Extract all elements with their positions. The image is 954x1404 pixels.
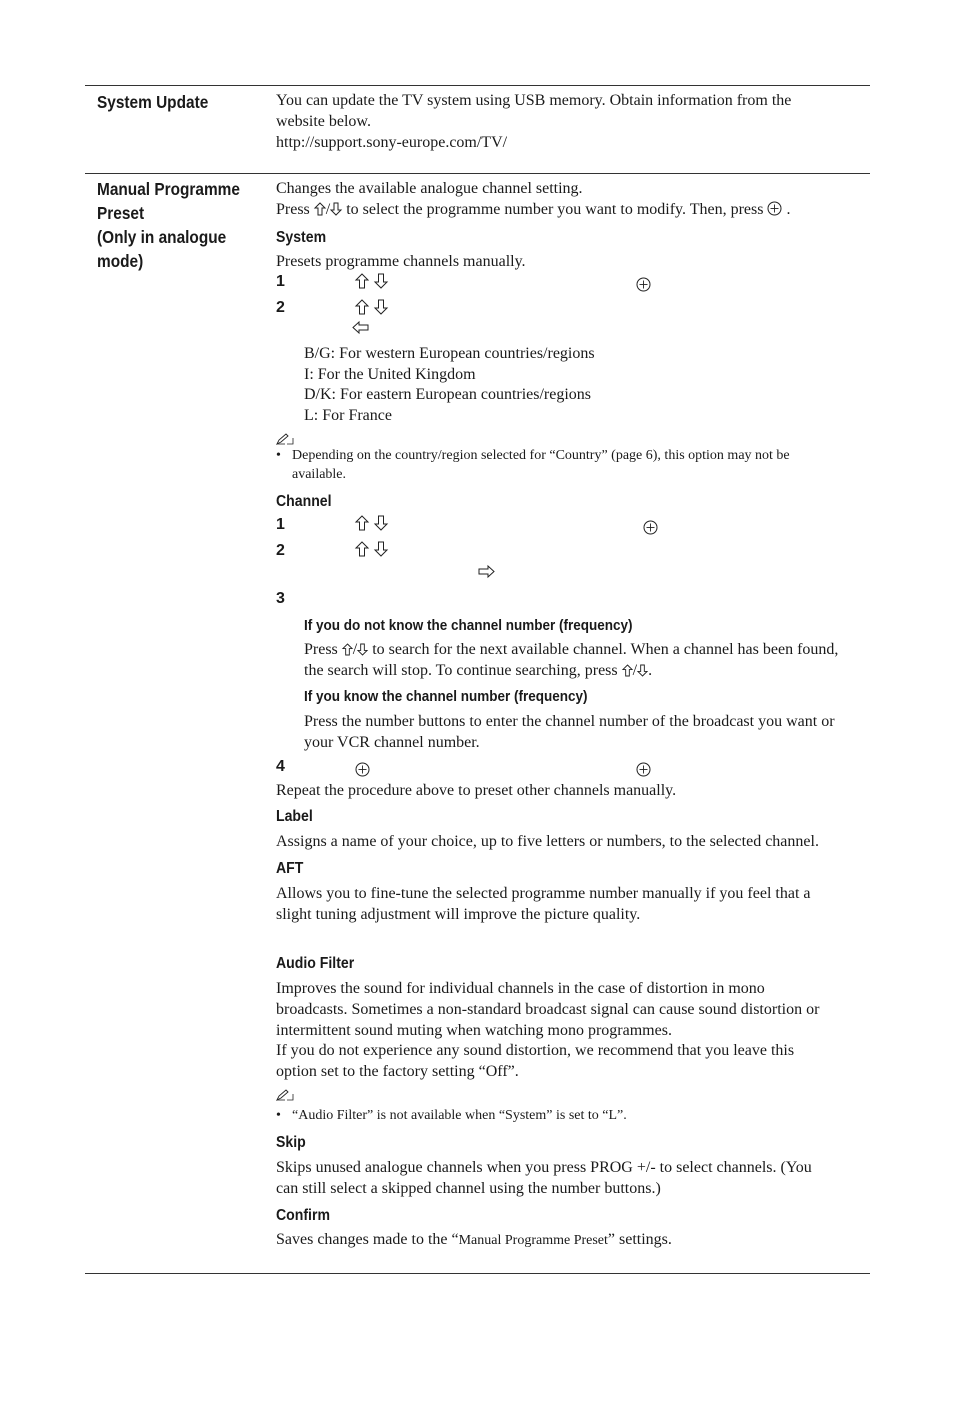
section-divider [85,173,870,174]
label-desc: Assigns a name of your choice, up to five letters or numbers, to the selected channel. [276,833,819,850]
audio-filter-line: option set to the factory setting “Off”. [276,1063,519,1080]
aft-line: Allows you to fine-tune the selected programme number manually if you feel that a [276,885,811,902]
skip-heading: Skip [276,1134,306,1151]
confirm-heading: Confirm [276,1207,330,1224]
term-line: mode) [97,251,144,271]
aft-heading: AFT [276,860,304,877]
confirm-setting-name: Manual Programme Preset [458,1233,608,1248]
confirm-suffix: ” settings. [607,1231,672,1248]
enter-button-icon [767,201,782,216]
down-arrow-icon [637,664,648,677]
manual-preset-term [97,177,247,273]
press-word: Press [304,641,338,658]
bottom-rule [85,1273,870,1274]
system-heading: System [276,229,327,246]
skip-line: Skips unused analogue channels when you press PROG +/- to select channels. (You [276,1159,812,1176]
known-channel-line: your VCR channel number. [304,734,480,751]
system-update-term: System Update [97,92,209,112]
aft-line: slight tuning adjustment will improve the picture quality. [276,906,641,923]
up-arrow-icon [355,541,369,557]
down-arrow-icon [330,202,342,216]
intro-text: Changes the available analogue channel setting. [276,180,583,197]
unknown-channel-line: to search for the next available channel. When a channel has been found, [372,641,839,658]
audio-filter-note: “Audio Filter” is not available when “System” is set to “L”. [292,1108,627,1123]
enter-button-icon [355,762,370,777]
audio-filter-line: broadcasts. Sometimes a non-standard broadcast signal can cause sound distortion or [276,1001,820,1018]
note-bullet: • [276,448,281,463]
term-line: Preset [97,203,145,223]
audio-filter-line: intermittent sound muting when watching mono programmes. [276,1022,672,1039]
system-option: D/K: For eastern European countries/regions [304,386,592,403]
up-arrow-icon [622,664,633,677]
channel-step-number: 2 [276,542,285,559]
down-arrow-icon [374,299,388,315]
unknown-channel-text: Press / to search for the next available channel. When a channel has been found, [304,641,839,658]
channel-step-number: 1 [276,516,285,533]
system-step-number: 1 [276,273,285,290]
unknown-channel-text: the search will stop. To continue searching, press / . [304,662,653,679]
term-line: Manual Programme [97,179,240,199]
unknown-channel-line: the search will stop. To continue searching, press [304,662,618,679]
period: . [648,662,653,679]
system-update-line: website below. [276,113,371,130]
enter-button-icon [636,277,651,292]
system-option: L: For France [304,407,392,424]
down-arrow-icon [374,273,388,289]
channel-step-number: 3 [276,590,285,607]
down-arrow-icon [357,643,368,656]
system-desc: Presets programme channels manually. [276,253,526,270]
press-mid: to select the programme number you want to modify. Then, press [346,201,764,218]
system-option: I: For the United Kingdom [304,366,476,383]
down-arrow-icon [374,541,388,557]
top-rule [85,85,870,86]
system-note: Depending on the country/region selected for “Country” (page 6), this option may not be [292,448,790,463]
enter-button-icon [636,762,651,777]
confirm-text [276,1229,672,1251]
skip-line: can still select a skipped channel using the number buttons.) [276,1180,661,1197]
note-bullet: • [276,1108,281,1123]
press-prefix: Press [276,201,310,218]
system-option: B/G: For western European countries/regions [304,345,595,362]
label-heading: Label [276,808,313,825]
right-arrow-icon [478,565,495,578]
channel-heading: Channel [276,493,332,510]
audio-filter-heading: Audio Filter [276,955,355,972]
up-arrow-icon [355,299,369,315]
up-arrow-icon [314,202,326,216]
up-arrow-icon [342,643,353,656]
system-step-number: 2 [276,299,285,316]
press-instruction: Press / to select the programme number you want to modify. Then, press . [276,201,791,218]
up-arrow-icon [355,515,369,531]
left-arrow-icon [352,321,369,334]
enter-button-icon [643,520,658,535]
up-arrow-icon [355,273,369,289]
unknown-channel-heading: If you do not know the channel number (frequency) [304,617,633,634]
channel-step-number: 4 [276,758,285,775]
confirm-prefix: Saves changes made to the “ [276,1231,459,1248]
press-end: . [786,201,791,218]
repeat-text: Repeat the procedure above to preset other channels manually. [276,782,677,799]
system-note: available. [292,467,347,482]
audio-filter-line: Improves the sound for individual channels in the case of distortion in mono [276,980,765,997]
audio-filter-line: If you do not experience any sound distortion, we recommend that you leave this [276,1042,795,1059]
known-channel-line: Press the number buttons to enter the channel number of the broadcast you want or [304,713,835,730]
support-url: http://support.sony-europe.com/TV/ [276,134,508,151]
down-arrow-icon [374,515,388,531]
note-pencil-icon [276,433,294,445]
term-line: (Only in analogue [97,227,227,247]
system-update-line: You can update the TV system using USB memory. Obtain information from the [276,92,792,109]
known-channel-heading: If you know the channel number (frequency) [304,688,588,705]
note-pencil-icon [276,1089,294,1101]
